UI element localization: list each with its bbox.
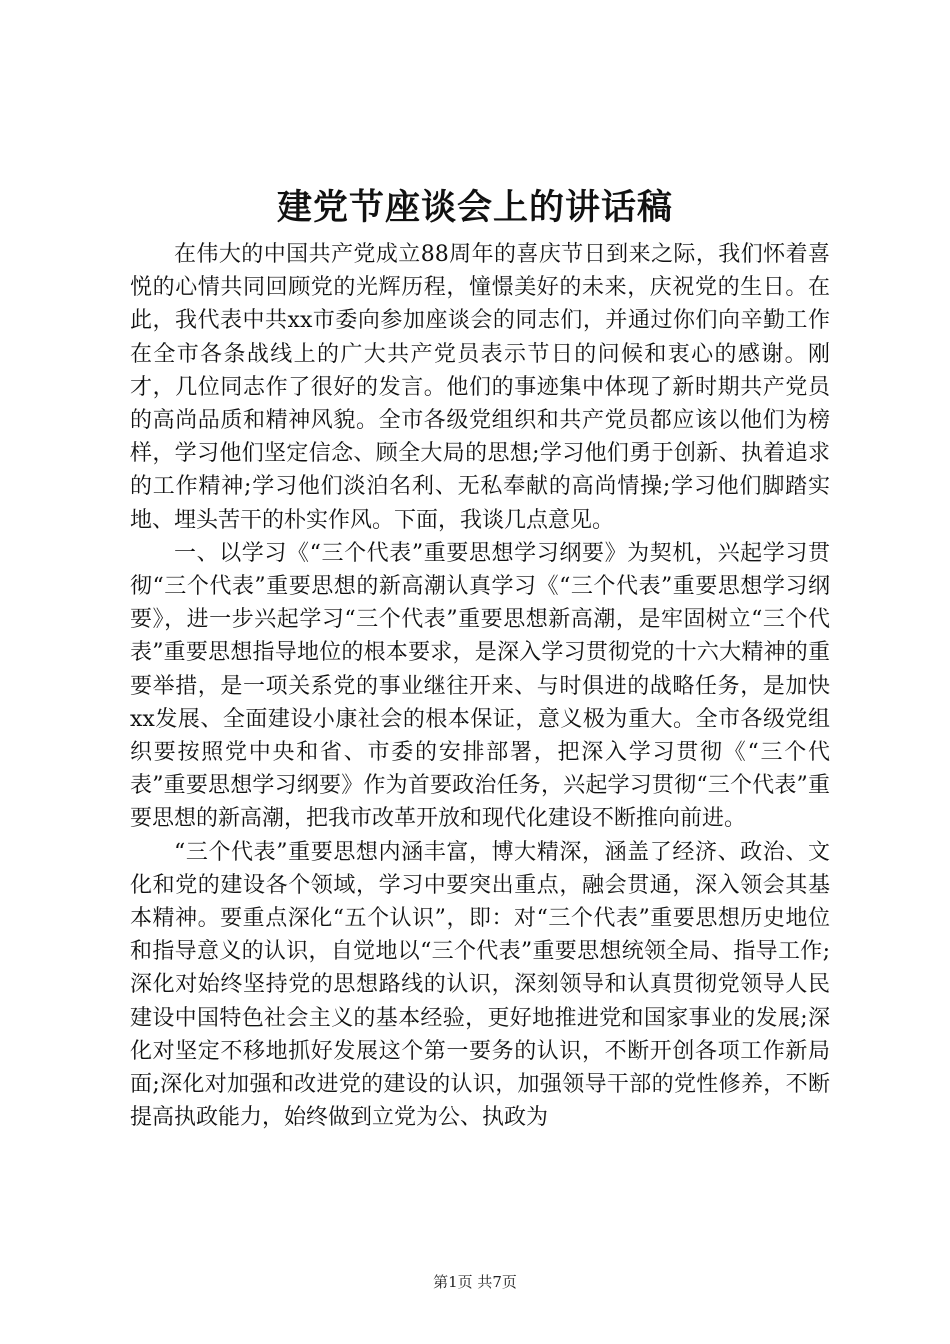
- page-number-footer: 第1页 共7页: [433, 1273, 517, 1291]
- document-body: [130, 238, 830, 1134]
- paragraph: 一、以学习《“三个代表”重要思想学习纲要》为契机，兴起学习贯彻“三个代表”重要思想的新高潮认真学习《“三个代表”重要思想学习纲要》，进一步兴起学习“三个代表”重要思想新高潮，是牢固树立“三个代表”重要思想指导地位的根本要求，是深入学习贯彻党的十六大精神的重要举措，是一项关系党的事业继往开来、与时俱进的战略任务，是加快xx发展、全面建设小康社会的根本保证，意义极为重大。全市各级党组织要按照党中央和省、市委的安排部署，把深入学习贯彻《“三个代表”重要思想学习纲要》作为首要政治任务，兴起学习贯彻“三个代表”重要思想的新高潮，把我市改革开放和现代化建设不断推向前进。: [130, 540, 830, 832]
- document-title: 建党节座谈会上的讲话稿: [276, 187, 673, 228]
- paragraph: “三个代表”重要思想内涵丰富，博大精深，涵盖了经济、政治、文化和党的建设各个领域，学习中要突出重点，融会贯通，深入领会其基本精神。要重点深化“五个认识”，即：对“三个代表”重要思想历史地位和指导意义的认识，自觉地以“三个代表”重要思想统领全局、指导工作;深化对始终坚持党的思想路线的认识，深刻领导和认真贯彻党领导人民建设中国特色社会主义的基本经验，更好地推进党和国家事业的发展;深化对坚定不移地抓好发展这个第一要务的认识，不断开创各项工作新局面;深化对加强和改进党的建设的认识，加强领导干部的党性修养，不断提高执政能力，始终做到立党为公、执政为: [130, 839, 830, 1131]
- paragraph: 在伟大的中国共产党成立88周年的喜庆节日到来之际，我们怀着喜悦的心情共同回顾党的光辉历程，憧憬美好的未来，庆祝党的生日。在此，我代表中共xx市委向参加座谈会的同志们，并通过你们向辛勤工作在全市各条战线上的广大共产党员表示节日的问候和衷心的感谢。刚才，几位同志作了很好的发言。他们的事迹集中体现了新时期共产党员的高尚品质和精神风貌。全市各级党组织和共产党员都应该以他们为榜样，学习他们坚定信念、顾全大局的思想;学习他们勇于创新、执着追求的工作精神;学习他们淡泊名利、无私奉献的高尚情操;学习他们脚踏实地、埋头苦干的朴实作风。下面，我谈几点意见。: [130, 242, 830, 533]
